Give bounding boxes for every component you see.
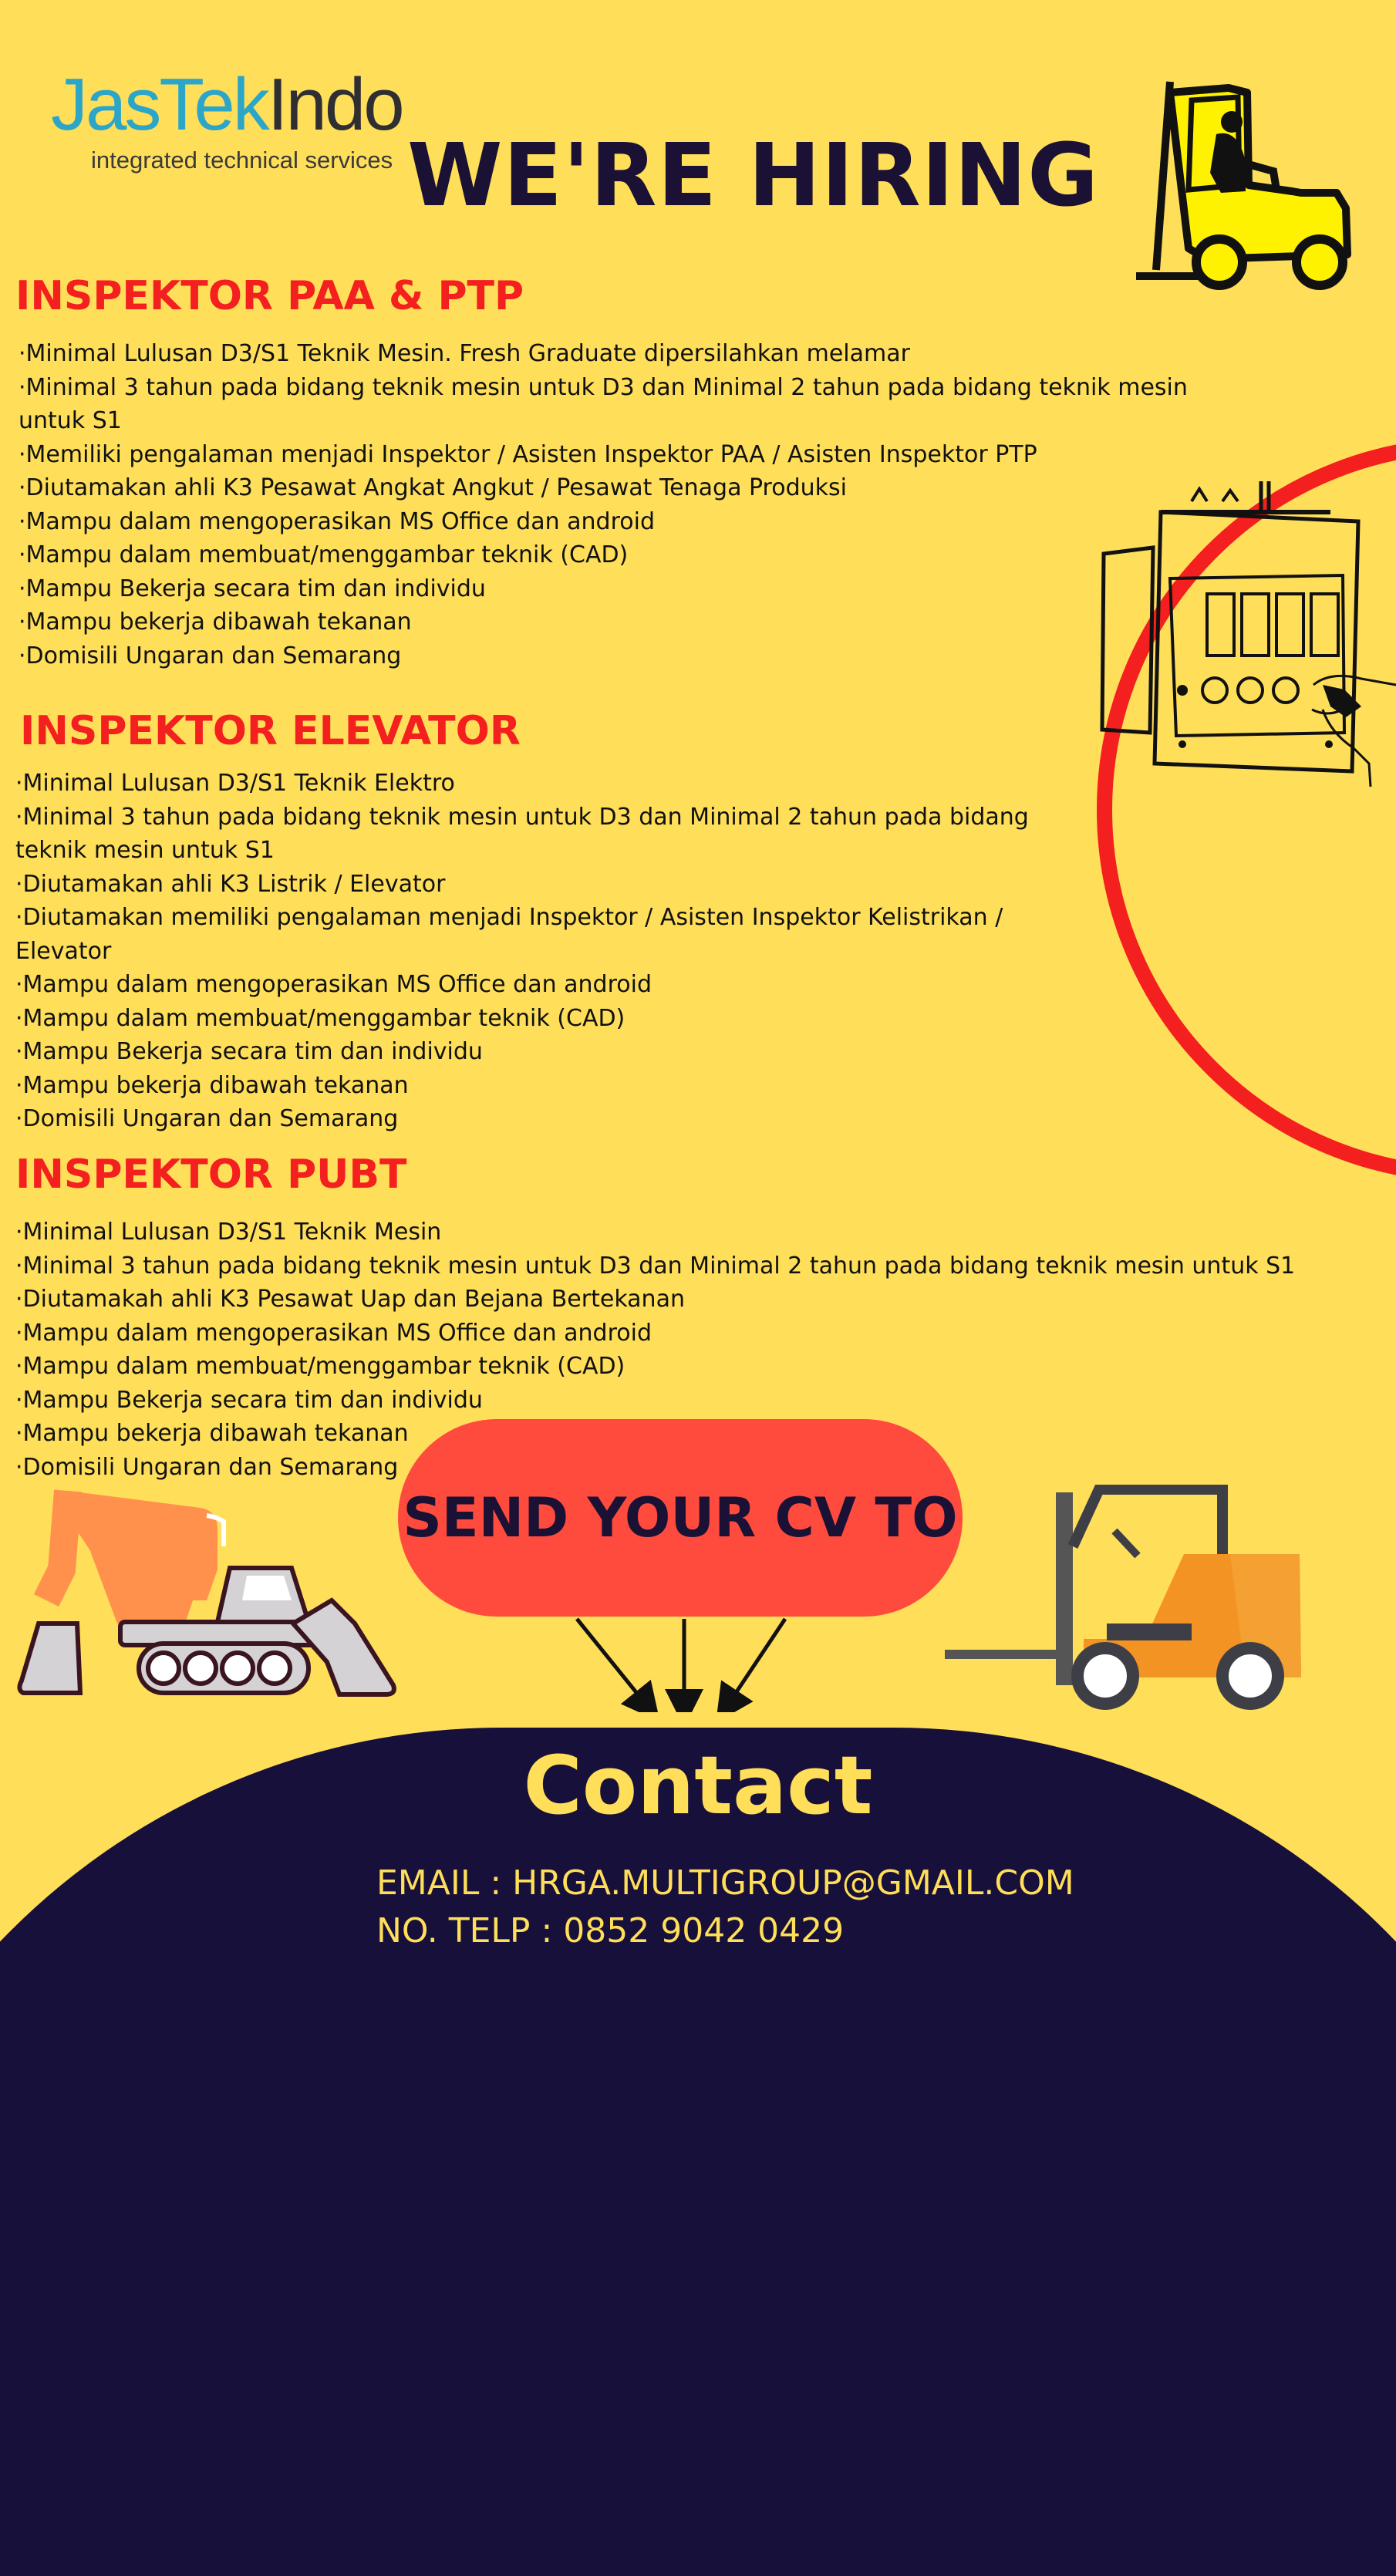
requirements-list-elevator [15,767,1095,1136]
list-item: · Minimal 3 tahun pada bidang teknik mesin untuk D3 dan Minimal 2 tahun pada bidang teknik mesin untuk S1 [15,1249,1327,1283]
list-item: · Minimal Lulusan D3/S1 Teknik Elektro [15,767,1095,801]
forklift-orange-icon [945,1485,1303,1712]
arrow-down-icon [563,1616,802,1712]
list-item: · Mampu Bekerja secara tim dan individu [19,572,1253,606]
list-item: · Minimal 3 tahun pada bidang teknik mesin untuk D3 dan Minimal 2 tahun pada bidang teknik mesin untuk S1 [15,801,1095,868]
list-item: · Minimal Lulusan D3/S1 Teknik Mesin. Fresh Graduate dipersilahkan melamar [19,337,1253,371]
list-item: · Minimal Lulusan D3/S1 Teknik Mesin [15,1216,1327,1249]
contact-phone[interactable]: NO. TELP : 0852 9042 0429 [376,1911,845,1951]
list-item: · Mampu bekerja dibawah tekanan [15,1069,1095,1103]
section-title-elevator: INSPEKTOR ELEVATOR [20,708,521,754]
company-logo [51,63,403,191]
forklift-icon [1130,77,1377,301]
page-headline: WE'RE HIRING [407,126,1100,226]
requirements-list-paa-ptp [19,337,1253,673]
section-title-pubt: INSPEKTOR PUBT [15,1151,407,1198]
list-item: · Domisili Ungaran dan Semarang [15,1451,1327,1485]
list-item: · Diutamakan ahli K3 Listrik / Elevator [15,868,1095,902]
list-item: · Mampu dalam membuat/menggambar teknik (CAD) [15,1350,1327,1384]
logo-part-1: JasTek [51,63,268,146]
list-item: · Memiliki pengalaman menjadi Inspektor / Asisten Inspektor PAA / Asisten Inspektor PTP [19,438,1253,472]
list-item: · Mampu Bekerja secara tim dan individu [15,1384,1327,1418]
list-item: · Minimal 3 tahun pada bidang teknik mesin untuk D3 dan Minimal 2 tahun pada bidang teknik mesin untuk S1 [19,371,1253,438]
list-item: · Mampu bekerja dibawah tekanan [19,605,1253,639]
list-item: · Mampu dalam membuat/menggambar teknik (CAD) [19,538,1253,572]
list-item: · Mampu dalam membuat/menggambar teknik (CAD) [15,1002,1095,1036]
send-cv-label: SEND YOUR CV TO [403,1486,958,1549]
logo-tagline: integrated technical services [91,147,393,174]
section-title-paa-ptp: INSPEKTOR PAA & PTP [15,273,524,319]
list-item: · Domisili Ungaran dan Semarang [15,1102,1095,1136]
list-item: · Mampu Bekerja secara tim dan individu [15,1035,1095,1069]
list-item: · Mampu dalam mengoperasikan MS Office dan android [19,505,1253,539]
send-cv-banner [398,1419,963,1617]
list-item: · Mampu dalam mengoperasikan MS Office dan android [15,968,1095,1002]
logo-wordmark [51,63,403,146]
list-item: · Diutamakah ahli K3 Pesawat Uap dan Bejana Bertekanan [15,1283,1327,1317]
list-item: · Diutamakan memiliki pengalaman menjadi Inspektor / Asisten Inspektor Kelistrikan / Elevator [15,901,1095,968]
list-item: · Diutamakan ahli K3 Pesawat Angkat Angkut / Pesawat Tenaga Produksi [19,471,1253,505]
contact-heading: Contact [523,1738,873,1833]
list-item: · Mampu dalam mengoperasikan MS Office dan android [15,1317,1327,1350]
excavator-icon [15,1485,401,1712]
logo-part-2: Indo [267,63,403,146]
list-item: · Domisili Ungaran dan Semarang [19,639,1253,673]
list-item: · Mampu bekerja dibawah tekanan [15,1417,1327,1451]
contact-email[interactable]: EMAIL : HRGA.MULTIGROUP@GMAIL.COM [376,1863,1074,1903]
contact-panel [0,1728,1396,2576]
